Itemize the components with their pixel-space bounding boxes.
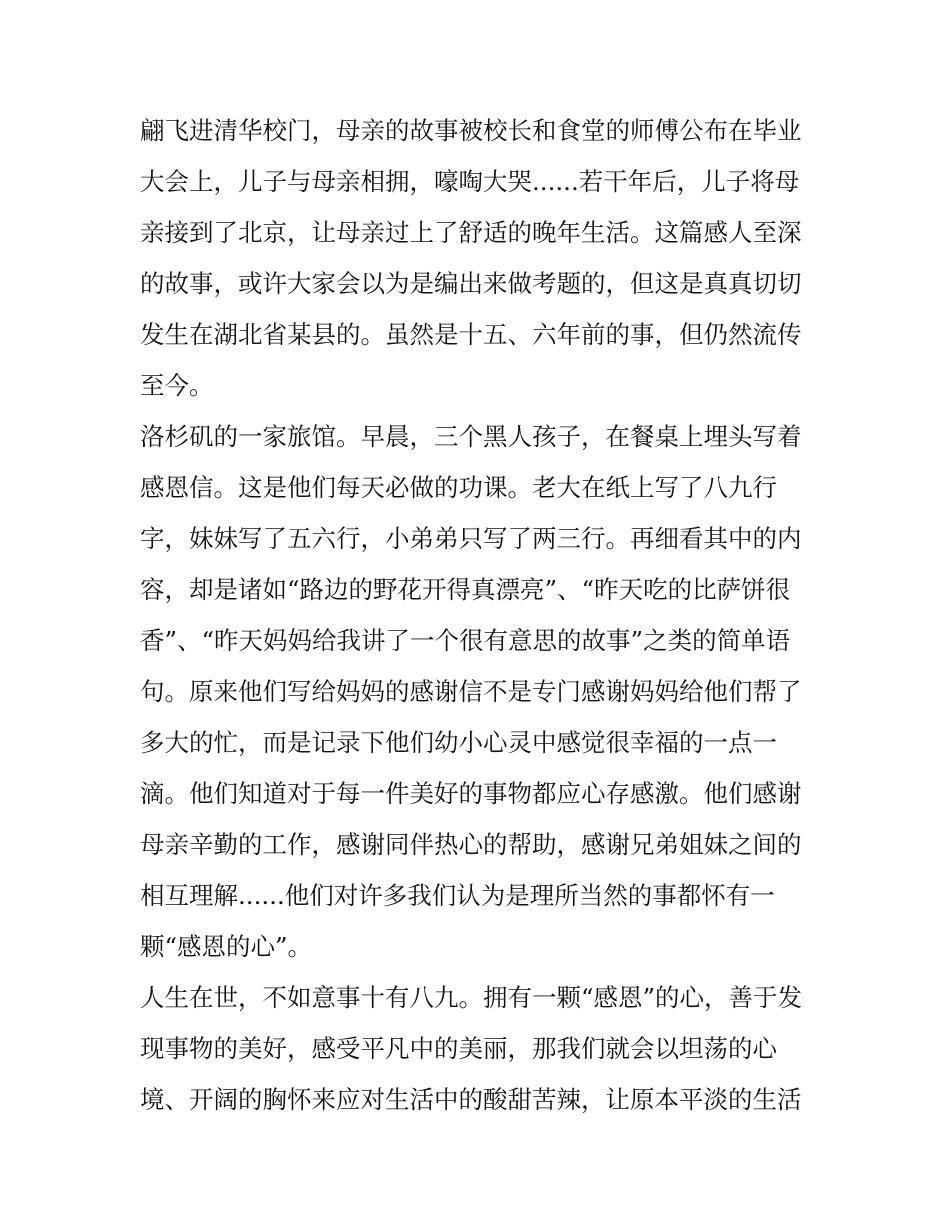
text-line: 颗“感恩的心”。	[140, 932, 313, 961]
text-line: 翩飞进清华校门，母亲的故事被校长和食堂的师傅公布在毕业	[140, 116, 802, 145]
text-line: 境、开阔的胸怀来应对生活中的酸甜苦辣，让原本平淡的生活	[140, 1085, 802, 1114]
text-line: 的故事，或许大家会以为是编出来做考题的，但这是真真切切	[140, 269, 802, 298]
text-line: 大会上，儿子与母亲相拥，嚎啕大哭......若干年后，儿子将母	[140, 167, 800, 196]
paragraph-1	[140, 112, 812, 418]
text-line: 香”、“昨天妈妈给我讲了一个很有意思的故事”之类的简单语	[140, 626, 791, 655]
text-line: 人生在世，不如意事十有八九。拥有一颗“感恩”的心，善于发	[140, 983, 803, 1012]
paragraph-2	[140, 418, 812, 979]
text-line: 发生在湖北省某县的。虽然是十五、六年前的事，但仍然流传	[140, 320, 802, 349]
text-line: 滴。他们知道对于每一件美好的事物都应心存感激。他们感谢	[140, 779, 802, 808]
text-line: 现事物的美好，感受平凡中的美丽，那我们就会以坦荡的心	[140, 1034, 777, 1063]
paragraph-3	[140, 979, 812, 1132]
text-line: 感恩信。这是他们每天必做的功课。老大在纸上写了八九行	[140, 473, 777, 502]
text-line: 亲接到了北京，让母亲过上了舒适的晚年生活。这篇感人至深	[140, 218, 802, 247]
text-line: 句。原来他们写给妈妈的感谢信不是专门感谢妈妈给他们帮了	[140, 677, 802, 706]
text-line: 相互理解......他们对许多我们认为是理所当然的事都怀有一	[140, 881, 775, 910]
text-line: 母亲辛勤的工作，感谢同伴热心的帮助，感谢兄弟姐妹之间的	[140, 830, 802, 859]
text-line: 至今。	[140, 371, 214, 400]
text-line: 容，却是诸如“路边的野花开得真漂亮”、“昨天吃的比萨饼很	[140, 575, 791, 604]
text-line: 字，妹妹写了五六行，小弟弟只写了两三行。再细看其中的内	[140, 524, 802, 553]
text-line: 洛杉矶的一家旅馆。早晨，三个黑人孩子，在餐桌上埋头写着	[140, 422, 802, 451]
text-line: 多大的忙，而是记录下他们幼小心灵中感觉很幸福的一点一	[140, 728, 777, 757]
